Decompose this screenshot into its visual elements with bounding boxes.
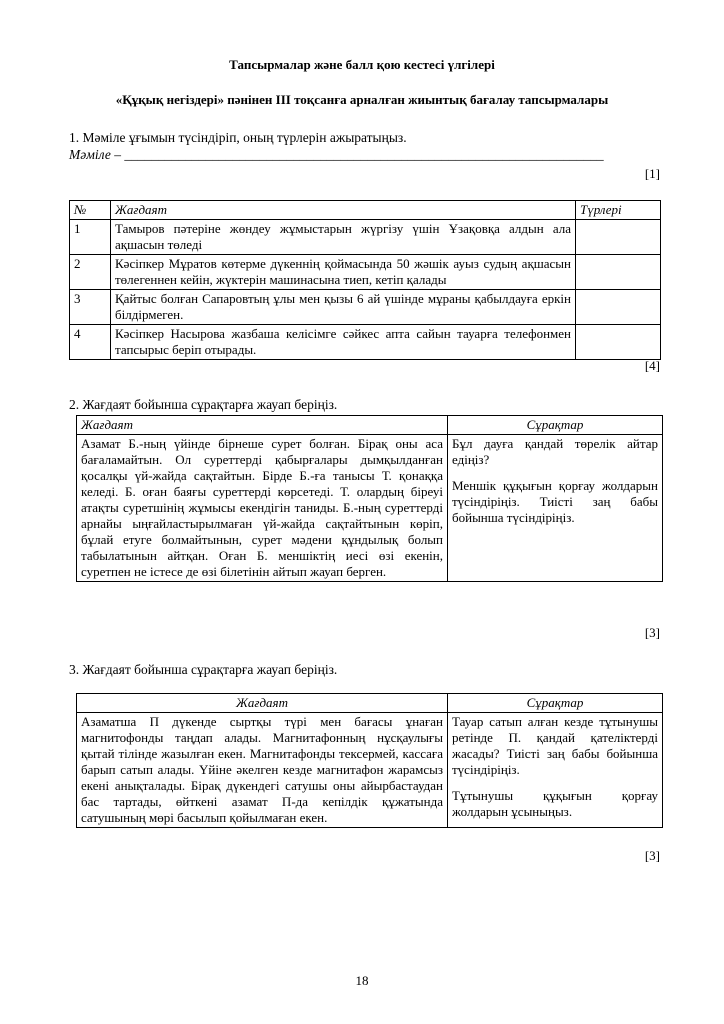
task1-answer-line — [69, 147, 604, 163]
question-item: Бұл дауға қандай төрелік айтар едіңіз? — [452, 436, 658, 467]
task3-table — [76, 693, 663, 828]
row-number: 2 — [70, 255, 111, 290]
task2-table — [76, 415, 663, 582]
task1-table — [69, 200, 661, 360]
case-text: Азаматша П дүкенде сыртқы түрі мен бағасы ұнаған магнитофонды таңдап алады. Магнитафонның нұсқаулығы қытай тілінде жазылған екен. Магнитафонды тексермей, кассаға барып сатып алады. Үйіне әкелген кезде магнитафон жарамсыз екені анықталады. Бірақ дүкендегі сатушы оны айырбастаудан бас тартады, өйткені азамат П-да кепілдік құжатында сатушының мөрі басылып қойылмаған екен. — [77, 713, 448, 828]
col-number: № — [70, 201, 111, 220]
row-answer-cell — [576, 220, 661, 255]
questions-cell — [448, 435, 663, 582]
table-row — [70, 255, 661, 290]
row-situation: Қайтыс болған Сапаровтың ұлы мен қызы 6 ай үшінде мұраны қабылдауға еркін білдірмеген. — [111, 290, 576, 325]
task3-score: [3] — [644, 848, 660, 863]
col-questions: Сұрақтар — [448, 694, 663, 713]
row-situation: Кәсіпкер Мұратов көтерме дүкеннің қоймасында 50 жәшік ауыз судың ақшасын төлегеннен кейін, жүктерін машинасына тиеп, кетіп қалады — [111, 255, 576, 290]
row-number: 1 — [70, 220, 111, 255]
page-subtitle: «Құқық негіздері» пәнінен III тоқсанға арналған жиынтық бағалау тапсырмалары — [115, 92, 609, 107]
row-answer-cell — [576, 255, 661, 290]
row-number: 4 — [70, 325, 111, 360]
table-row — [70, 325, 661, 360]
col-situation: Жағдаят — [111, 201, 576, 220]
page-number: 18 — [355, 973, 369, 988]
task1-score-b: [4] — [644, 358, 660, 373]
question-item: Тауар сатып алған кезде тұтынушы ретінде П. қандай қателіктерді жасады? Тиісті заң бабы бойынша түсіндіріңіз. — [452, 714, 658, 777]
case-text: Азамат Б.-ның үйінде бірнеше сурет болған. Бірақ оны аса бағаламайтын. Ол суреттерді қабырғалары дымқылданған қосалқы үй-жайда сақтайтын. Бірде Б.-ға танысы Т. қонаққа келеді. Б. оған баяғы суреттерді көрсетеді. Т. олардың біреуі атақты суретшінің жұмысы екендігін таниды. Б.-ның суреттерді арнайы ыңғайластырылмаған үй-жайда сақтайтынын көріп, бұлай етуге болмайтынын, сурет мәдени құндылық болып табылатынын айтқан. Оған Б. меншіктің иесі өзі екенін, суретпен не істесе де өзі білетінін айтып жауап берген. — [77, 435, 448, 582]
task3-question: 3. Жағдаят бойынша сұрақтарға жауап беріңіз. — [69, 662, 338, 677]
col-situation: Жағдаят — [77, 416, 448, 435]
col-questions: Сұрақтар — [448, 416, 663, 435]
task1-answer-label: Мәміле – — [69, 147, 125, 162]
answer-blank: _______________________________________________________________________ — [124, 147, 604, 162]
row-situation: Кәсіпкер Насырова жазбаша келісімге сәйкес апта сайын тауарға телефонмен тапсырыс беріп отырады. — [111, 325, 576, 360]
row-answer-cell — [576, 325, 661, 360]
row-situation: Тамыров пәтеріне жөндеу жұмыстарын жүргізу үшін Ұзақовқа алдын ала ақшасын төледі — [111, 220, 576, 255]
task1-score-a: [1] — [644, 166, 660, 181]
row-answer-cell — [576, 290, 661, 325]
question-item: Тұтынушы құқығын қорғау жолдарын ұсыныңыз. — [452, 788, 658, 819]
task2-score: [3] — [644, 625, 660, 640]
questions-cell — [448, 713, 663, 828]
task1-question: 1. Мәміле ұғымын түсіндіріп, оның түрлерін ажыратыңыз. — [69, 130, 407, 145]
table-row — [70, 220, 661, 255]
page-title: Тапсырмалар және балл қою кестесі үлгілері — [229, 57, 495, 72]
task2-question: 2. Жағдаят бойынша сұрақтарға жауап беріңіз. — [69, 397, 338, 412]
question-item: Меншік құқығын қорғау жолдарын түсіндіріңіз. Тиісті заң бабы бойынша түсіндіріңіз. — [452, 478, 658, 525]
col-situation: Жағдаят — [77, 694, 448, 713]
col-types: Түрлері — [576, 201, 661, 220]
row-number: 3 — [70, 290, 111, 325]
table-row — [70, 290, 661, 325]
